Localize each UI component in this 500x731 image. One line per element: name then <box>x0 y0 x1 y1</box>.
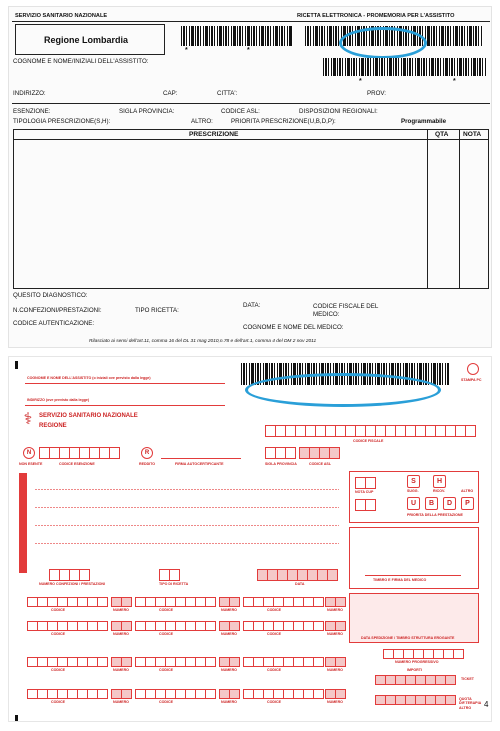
code-label: CODICE <box>51 700 65 704</box>
number-label: NUMERO <box>221 632 237 636</box>
ticket-label: TICKET <box>461 677 474 681</box>
progressive-label: NUMERO PROGRESSIVO <box>395 660 439 664</box>
date-label: DATA: <box>243 302 261 309</box>
fiscal-code-barcode <box>323 58 487 76</box>
region-box <box>15 24 165 55</box>
suggested-label: SUGG. <box>407 489 419 493</box>
number-cells[interactable] <box>325 621 346 631</box>
other-amount-label: QUOTA DIF.TERAPIA ALTRO <box>459 697 482 710</box>
code-cells[interactable] <box>243 657 324 667</box>
tax-code-label: CODICE FISCALE DEL MEDICO: <box>313 303 379 319</box>
auth-code-label: CODICE AUTENTICAZIONE: <box>13 320 95 327</box>
progressive-cells[interactable] <box>383 649 464 659</box>
non-exempt-circle[interactable]: N <box>23 447 35 459</box>
highlight-ellipse <box>339 27 427 59</box>
packages-label: NUMERO CONFEZIONI / PRESTAZIONI <box>39 582 106 586</box>
header-left: SERVIZIO SANITARIO NAZIONALE <box>15 13 108 19</box>
patient-label: COGNOME E NOME DELL'ASSISTITO (o iniziali ove previsto dalla legge) <box>27 376 151 380</box>
code-cells[interactable] <box>243 597 324 607</box>
number-label: NUMERO <box>327 632 343 636</box>
address-rule <box>12 103 490 104</box>
income-circle[interactable]: R <box>141 447 153 459</box>
caduceus-icon: ⚕ <box>23 411 33 428</box>
diagnostic-label: QUESITO DIAGNOSTICO: <box>13 292 88 299</box>
programmable-label: Programmabile <box>401 118 447 125</box>
code-cells[interactable] <box>27 597 108 607</box>
type-label: TIPOLOGIA PRESCRIZIONE(S,H): <box>13 118 111 125</box>
number-label: NUMERO <box>327 668 343 672</box>
priority-u-box[interactable]: U <box>407 497 420 510</box>
code-label: CODICE <box>159 632 173 636</box>
priority-label: PRIORITA DELLA PRESTAZIONE <box>407 513 463 517</box>
number-cells[interactable] <box>219 621 240 631</box>
doctor-stamp-rule <box>365 575 461 576</box>
regional-label: DISPOSIZIONI REGIONALI: <box>299 108 378 115</box>
priority-b-box[interactable]: B <box>425 497 438 510</box>
page-number: 4 <box>484 700 489 709</box>
code-label: CODICE <box>51 632 65 636</box>
code-label: CODICE <box>159 700 173 704</box>
other-label: ALTRO <box>461 489 474 493</box>
header-right: RICETTA ELETTRONICA - PROMEMORIA PER L'ASSISTITO <box>297 13 455 19</box>
number-label: NUMERO <box>113 632 129 636</box>
prescription-line <box>35 543 339 544</box>
city-label: CITTA': <box>217 90 238 97</box>
date-label: DATA <box>295 582 305 586</box>
priority-d-box[interactable]: D <box>443 497 456 510</box>
other-label: ALTRO: <box>191 118 213 125</box>
number-cells[interactable] <box>219 597 240 607</box>
prescription-line <box>35 525 339 526</box>
code-label: CODICE <box>267 632 281 636</box>
number-label: NUMERO <box>113 608 129 612</box>
cap-label: CAP: <box>163 90 178 97</box>
province-cells[interactable] <box>265 447 296 459</box>
packages-cells[interactable] <box>49 569 90 581</box>
prescription-barcode <box>181 26 293 46</box>
ssn-title: SERVIZIO SANITARIO NAZIONALE <box>39 413 138 419</box>
code-cells[interactable] <box>135 621 216 631</box>
address-label: INDIRIZZO (ove previsto dalla legge) <box>27 398 90 402</box>
asl-label: CODICE ASL <box>309 462 332 466</box>
priority-label: PRIORITA PRESCRIZIONE(U,B,D,P): <box>231 118 336 125</box>
qty-header: QTA <box>435 131 449 138</box>
exemption-cells[interactable] <box>39 447 120 459</box>
doctor-stamp-label: TIMBRO E FIRMA DEL MEDICO <box>373 578 427 582</box>
grid-qty-divider <box>427 129 428 289</box>
address-label: INDIRIZZO: <box>13 90 46 97</box>
number-label: NUMERO <box>327 608 343 612</box>
code-label: CODICE <box>159 668 173 672</box>
barcode-star: * <box>247 47 250 54</box>
stamp-circle <box>467 363 479 375</box>
number-label: NUMERO <box>221 608 237 612</box>
prescription-header: PRESCRIZIONE <box>189 131 239 138</box>
code-label: CODICE <box>267 608 281 612</box>
prescription-bar <box>19 473 27 573</box>
suggested-box[interactable]: S <box>407 475 420 488</box>
number-label: NUMERO <box>327 700 343 704</box>
region-name: Regione Lombardia <box>44 35 129 45</box>
date-cells[interactable] <box>257 569 338 581</box>
exemption-label: ESENZIONE: <box>13 108 51 115</box>
recipe-type-label: TIPO RICETTA: <box>135 307 179 314</box>
note-cup-cells[interactable] <box>355 477 376 489</box>
stamp-label: STAMPA PC <box>461 378 482 382</box>
barcode-star: * <box>453 78 456 85</box>
signature-rule <box>161 458 241 459</box>
header-rule <box>12 21 490 22</box>
code-cells[interactable] <box>135 597 216 607</box>
other-amount-cells[interactable] <box>375 695 456 705</box>
recovery-label: RICOV. <box>433 489 446 493</box>
code-label: CODICE <box>159 608 173 612</box>
code-label: CODICE <box>267 668 281 672</box>
prescription-grid <box>13 129 489 289</box>
packages-label: N.CONFEZIONI/PRESTAZIONI: <box>13 307 102 314</box>
exemption-code-label: CODICE ESENZIONE <box>59 462 95 466</box>
address-rule <box>25 405 225 406</box>
number-cells[interactable] <box>219 689 240 699</box>
prescription-label: PRESCRIZIONE <box>10 499 16 537</box>
province-label: SIGLA PROVINCIA: <box>119 108 175 115</box>
code-cells[interactable] <box>243 621 324 631</box>
fiscal-code-cells[interactable] <box>265 425 476 437</box>
code-cells[interactable] <box>27 689 108 699</box>
priority-p-box[interactable]: P <box>461 497 474 510</box>
code-label: CODICE <box>51 668 65 672</box>
note-cup-cells-2[interactable] <box>355 499 376 511</box>
code-cells[interactable] <box>27 621 108 631</box>
number-label: NUMERO <box>113 668 129 672</box>
number-cells[interactable] <box>111 621 132 631</box>
number-cells[interactable] <box>219 657 240 667</box>
barcode-star: * <box>185 47 188 54</box>
note-cup-label: NOTA CUP <box>355 490 374 494</box>
asl-label: CODICE ASL: <box>221 108 260 115</box>
grid-note-divider <box>459 129 460 289</box>
recipe-type-cells[interactable] <box>159 569 180 581</box>
number-cells[interactable] <box>111 657 132 667</box>
ticket-cells[interactable] <box>375 675 456 685</box>
number-label: NUMERO <box>113 700 129 704</box>
code-cells[interactable] <box>135 657 216 667</box>
highlight-ellipse <box>245 373 441 407</box>
prescription-line <box>35 489 339 490</box>
amount-label: IMPORTI <box>407 668 422 672</box>
barcode-star: * <box>359 78 362 85</box>
electronic-prescription-form <box>8 6 492 348</box>
number-label: NUMERO <box>221 668 237 672</box>
patient-rule <box>25 383 225 384</box>
asl-cells[interactable] <box>299 447 340 459</box>
note-header: NOTA <box>463 131 482 138</box>
prescription-line <box>35 507 339 508</box>
code-label: CODICE <box>267 700 281 704</box>
footer-note: Rilasciato ai sensi dell'art.11, comma 16 del DL 31 mag 2010,n.78 e dell'art.1, comma 4 del DM 2 nov 2011 <box>89 339 317 344</box>
region-label: REGIONE <box>39 423 67 429</box>
code-cells[interactable] <box>27 657 108 667</box>
code-cells[interactable] <box>135 689 216 699</box>
code-label: CODICE <box>51 608 65 612</box>
dispense-label: DATA SPEDIZIONE / TIMBRO STRUTTURA EROGANTE <box>361 636 455 640</box>
recovery-box[interactable]: H <box>433 475 446 488</box>
number-label: NUMERO <box>221 700 237 704</box>
red-paper-prescription-form <box>8 356 492 722</box>
non-exempt-label: NON ESENTE <box>19 462 43 466</box>
surname-label: COGNOME E NOME/INIZIALI DELL'ASSISTITO: <box>13 58 149 65</box>
fiscal-code-label: CODICE FISCALE <box>353 439 384 443</box>
signature-label: FIRMA AUTOCERTIFICANTE <box>175 462 224 466</box>
code-cells[interactable] <box>243 689 324 699</box>
number-cells[interactable] <box>325 657 346 667</box>
number-cells[interactable] <box>111 689 132 699</box>
prov-label: PROV: <box>367 90 387 97</box>
alignment-mark <box>15 715 18 721</box>
recipe-type-label: TIPO DI RICETTA <box>159 582 189 586</box>
number-cells[interactable] <box>325 597 346 607</box>
income-label: REDDITO <box>139 462 156 466</box>
province-label: SIGLA PROVINCIA <box>265 462 297 466</box>
doctor-name-label: COGNOME E NOME DEL MEDICO: <box>243 324 344 331</box>
alignment-mark <box>15 361 18 369</box>
number-cells[interactable] <box>111 597 132 607</box>
number-cells[interactable] <box>325 689 346 699</box>
grid-header-rule <box>13 139 489 140</box>
